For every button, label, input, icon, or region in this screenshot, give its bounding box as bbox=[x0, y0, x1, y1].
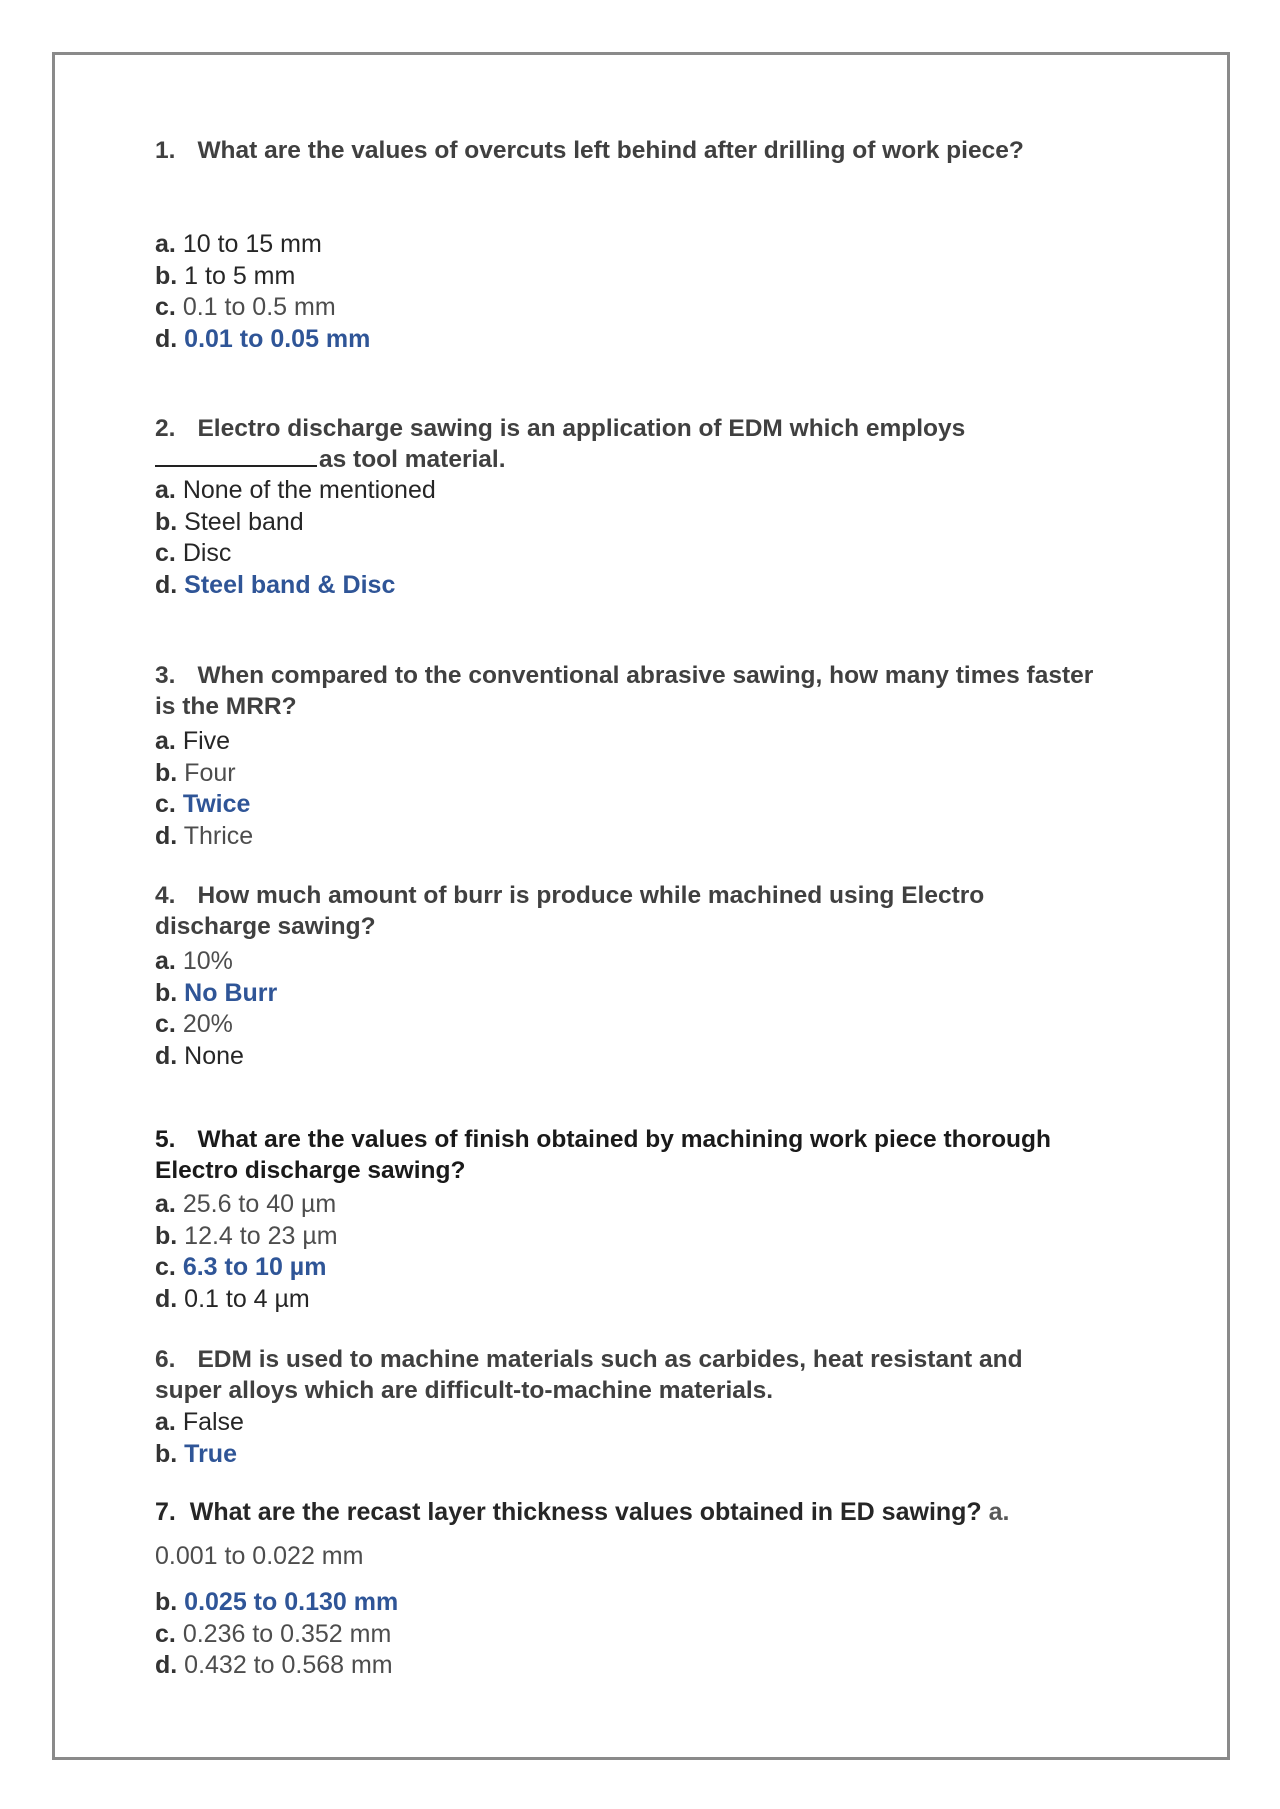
question-number: 6. bbox=[155, 1346, 176, 1373]
question-6 bbox=[155, 1344, 1095, 1406]
option-2d-correct: d. Steel band & Disc bbox=[155, 570, 396, 599]
question-text: What are the values of overcuts left behind after drilling of work piece? bbox=[197, 137, 1024, 164]
question-text-tail: as tool material. bbox=[319, 446, 506, 473]
option-1d-correct: d. 0.01 to 0.05 mm bbox=[155, 324, 371, 353]
question-text: EDM is used to machine materials such as carbides, heat resistant and super alloys which are difficult-to-machine materials. bbox=[155, 1346, 1023, 1404]
options-5 bbox=[155, 1189, 338, 1315]
question-number: 7. bbox=[155, 1498, 176, 1526]
question-number: 4. bbox=[155, 882, 176, 909]
options-3 bbox=[155, 726, 253, 852]
question-text: How much amount of burr is produce while machined using Electro discharge sawing? bbox=[155, 882, 985, 940]
option-1a: a. 10 to 15 mm bbox=[155, 230, 322, 258]
question-number: 3. bbox=[155, 662, 176, 689]
options-4 bbox=[155, 946, 277, 1072]
options-7 bbox=[155, 1587, 398, 1682]
question-2 bbox=[155, 413, 1095, 475]
option-3b: b. Four bbox=[155, 758, 236, 787]
question-7 bbox=[155, 1497, 1010, 1528]
question-3 bbox=[155, 660, 1095, 722]
option-2b: b. Steel band bbox=[155, 507, 304, 536]
question-text: What are the values of finish obtained by machining work piece thorough Electro discharge sawing? bbox=[155, 1126, 1051, 1184]
option-3c-correct: c. Twice bbox=[155, 790, 251, 818]
question-5 bbox=[155, 1124, 1095, 1186]
question-text: Electro discharge sawing is an application of EDM which employs bbox=[197, 415, 966, 442]
option-2a: a. None of the mentioned bbox=[155, 476, 436, 504]
option-5b: b. 12.4 to 23 µm bbox=[155, 1221, 338, 1250]
option-7d: d. 0.432 to 0.568 mm bbox=[155, 1651, 393, 1679]
question-1 bbox=[155, 135, 1095, 166]
question-4 bbox=[155, 880, 1095, 942]
option-1c: c. 0.1 to 0.5 mm bbox=[155, 293, 336, 321]
option-4d: d. None bbox=[155, 1041, 244, 1070]
answer-blank bbox=[155, 465, 317, 467]
options-6 bbox=[155, 1407, 244, 1470]
options-1 bbox=[155, 229, 370, 355]
option-4a: a. 10% bbox=[155, 947, 233, 975]
option-5d: d. 0.1 to 4 µm bbox=[155, 1284, 310, 1313]
option-5a: a. 25.6 to 40 µm bbox=[155, 1190, 337, 1218]
question-number: 1. bbox=[155, 137, 176, 164]
option-6a: a. False bbox=[155, 1408, 244, 1436]
inline-option-letter: a. bbox=[988, 1498, 1010, 1526]
option-3d: d. Thrice bbox=[155, 821, 254, 850]
option-5c-correct: c. 6.3 to 10 µm bbox=[155, 1253, 327, 1281]
question-number: 5. bbox=[155, 1126, 176, 1153]
option-7c: c. 0.236 to 0.352 mm bbox=[155, 1619, 392, 1648]
options-2 bbox=[155, 475, 436, 601]
option-1b: b. 1 to 5 mm bbox=[155, 261, 296, 290]
option-6b-correct: b. True bbox=[155, 1439, 237, 1468]
option-7a: 0.001 to 0.022 mm bbox=[155, 1542, 364, 1570]
option-3a: a. Five bbox=[155, 727, 231, 755]
question-text: When compared to the conventional abrasive sawing, how many times faster is the MRR? bbox=[155, 662, 1094, 720]
option-2c: c. Disc bbox=[155, 539, 232, 567]
option-4b-correct: b. No Burr bbox=[155, 978, 278, 1007]
question-number: 2. bbox=[155, 415, 176, 442]
question-text: What are the recast layer thickness values obtained in ED sawing? bbox=[189, 1498, 982, 1526]
option-7b-correct: b. 0.025 to 0.130 mm bbox=[155, 1588, 399, 1616]
option-4c: c. 20% bbox=[155, 1010, 233, 1038]
